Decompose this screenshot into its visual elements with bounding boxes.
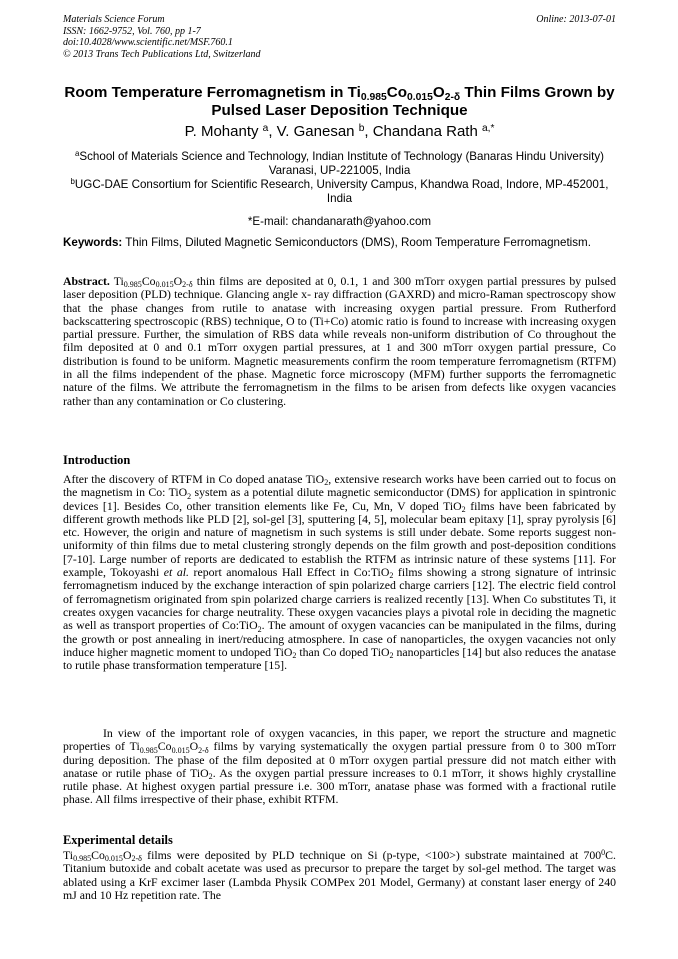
- abstract: Abstract. $Ti_{0.985}Co_{0.015}O_{2-\delta}$ thin films are deposited at 0, 0.1, 1 and 300 mTorr oxygen partial pressures by pulsed laser deposition (PLD) technique. Glancing angle x- ray diffraction (GAXRD) and micro-Raman spectroscopy show that the phase changes from rutile to anatase with increasing oxygen partial pressure. From Rutherford backscattering spectroscopic (RBS) technique, O to (Ti+Co) atomic ratio is found to increase with increasing oxygen partial pressure. Further, the simulation of RBS data while reveals non-uniform distribution of Co throughout the film deposited at 0 and 0.1 mTorr oxygen partial pressures, at 1 and 300 mTorr oxygen partial pressure, Co distribution is found to be uniform. Magnetic measurements confirm the room temperature ferromagnetism (RTFM) in all the films independent of the phase. Magnetic force microscopy (MFM) further supports the ferromagnetic nature of the films. We attribute the ferromagnetism in the films to be arisen from defects like oxygen vacancies rather than any contamination or Co clustering.: [63, 274, 616, 408]
- author-rath: , Chandana Rath: [364, 123, 482, 140]
- journal-name: Materials Science Forum: [63, 14, 165, 25]
- journal-header: [63, 14, 616, 60]
- experimental-heading: Experimental details: [63, 833, 173, 847]
- introduction-paragraph-1: After the discovery of RTFM in Co doped anatase TiO$_2$, extensive research works have been carried out to focus on the magnetism in Co: TiO$_2$ system as a potential dilute magnetic semiconductor (DMS) for application in spintronic devices [1]. Besides Co, other transition elements like Fe, Cu, Mn, V doped TiO$_2$ films have been fabricated by different growth methods like PLD [2], sol-gel [3], sputtering [4, 5], molecular beam epitaxy [1], spray pyrolysis [6] etc. However, the origin and nature of magnetism in such systems is still under debate. Some reports suggest non-uniformity of thin films due to metal clustering strongly depends on the film growth and post-deposition conditions [7-10]. Large number of reports are dedicated to establish the RTFM as intrinsic nature of these systems [11]. For example, Tokoyashi et al. report anomalous Hall Effect in Co:TiO$_2$ films showing a strong signature of intrinsic ferromagnetism induced by the exchange interaction of spin polarized charge carriers [12]. The electric field control of ferromagnetism originated from spin polarized charge carriers is realized recently [13]. When Co substitutes Ti, it creates oxygen vacancies for charge neutrality. These oxygen vacancies plays a pivotal role in deciding the magnetic as well as transport properties of Co:TiO$_2$. The amount of oxygen vacancies can be manipulated in the films, during the growth or post annealing in inert/reducing atmosphere. In case of nanoparticles, the oxygen vacancies not only induce higher magnetic moment to undoped TiO$_2$ than Co doped TiO$_2$ nanoparticles [14] but also reduces the anatase to rutile phase transformation temperature [15].: [63, 472, 617, 673]
- author-ganesan: , V. Ganesan: [268, 123, 359, 140]
- issn-line: ISSN: 1662-9752, Vol. 760, pp 1-7: [63, 25, 201, 37]
- author-mohanty: P. Mohanty: [184, 123, 263, 140]
- introduction-heading: Introduction: [63, 453, 131, 467]
- online-date: Online: 2013-07-01: [536, 14, 616, 25]
- abstract-label: Abstract.: [63, 274, 110, 288]
- affiliation-a: $^a$School of Materials Science and Technology, Indian Institute of Technology (Banaras Hindu University) Varanasi, UP-221005, India: [75, 149, 604, 178]
- corresponding-email[interactable]: *E-mail: chandanarath@yahoo.com: [247, 215, 432, 228]
- copyright-line: © 2013 Trans Tech Publications Ltd, Switzerland: [63, 48, 261, 60]
- doi-line[interactable]: doi:10.4028/www.scientific.net/MSF.760.1: [63, 37, 233, 48]
- affiliation-b: $^b$UGC-DAE Consortium for Scientific Research, University Campus, Khandwa Road, Indore, MP-452001, India: [70, 177, 609, 206]
- author-list: P. Mohanty $^a$, V. Ganesan $^b$, Chandana Rath $^{a,*}$: [184, 123, 495, 140]
- paper-title: Room Temperature Ferromagnetism in $Ti_{0.985}Co_{0.015}O_{2-\delta}$ Thin Films Grown by Pulsed Laser Deposition Technique: [64, 84, 615, 119]
- introduction-paragraph-2: In view of the important role of oxygen vacancies, in this paper, we report the structure and magnetic properties of $Ti_{0.985}Co_{0.015}O_{2-\delta}$ films by varying systematically the oxygen partial pressure from 0 to 300 mTorr during deposition. The phase of the film deposited at 0 mTorr oxygen partial pressure did not match either with anatase or rutile phase of TiO$_2$. As the oxygen partial pressure increases to 0.1 mTorr, it shows highly crystalline rutile phase. At highest oxygen partial pressure i.e. 300 mTorr, anatase phase was formed with a fractional rutile phase. All films irrespective of their phase, exhibit RTFM.: [63, 726, 616, 807]
- experimental-paragraph: $Ti_{0.985}Co_{0.015}O_{2-\delta}$ films were deposited by PLD technique on Si (p-type, <100>) substrate maintained at $700^0C$. Titanium butoxide and cobalt acetate was used as precursor to prepare the target by sol-gel method. The target was ablated using a KrF excimer laser (Lambda Physik COMPex 201 Model, Germany) at constant laser energy of 240 mJ and 10 Hz repetition rate. The: [63, 848, 616, 902]
- keywords-label: Keywords:: [63, 236, 123, 249]
- keywords: Keywords: Thin Films, Diluted Magnetic Semiconductors (DMS), Room Temperature Ferromagnetism.: [63, 236, 591, 249]
